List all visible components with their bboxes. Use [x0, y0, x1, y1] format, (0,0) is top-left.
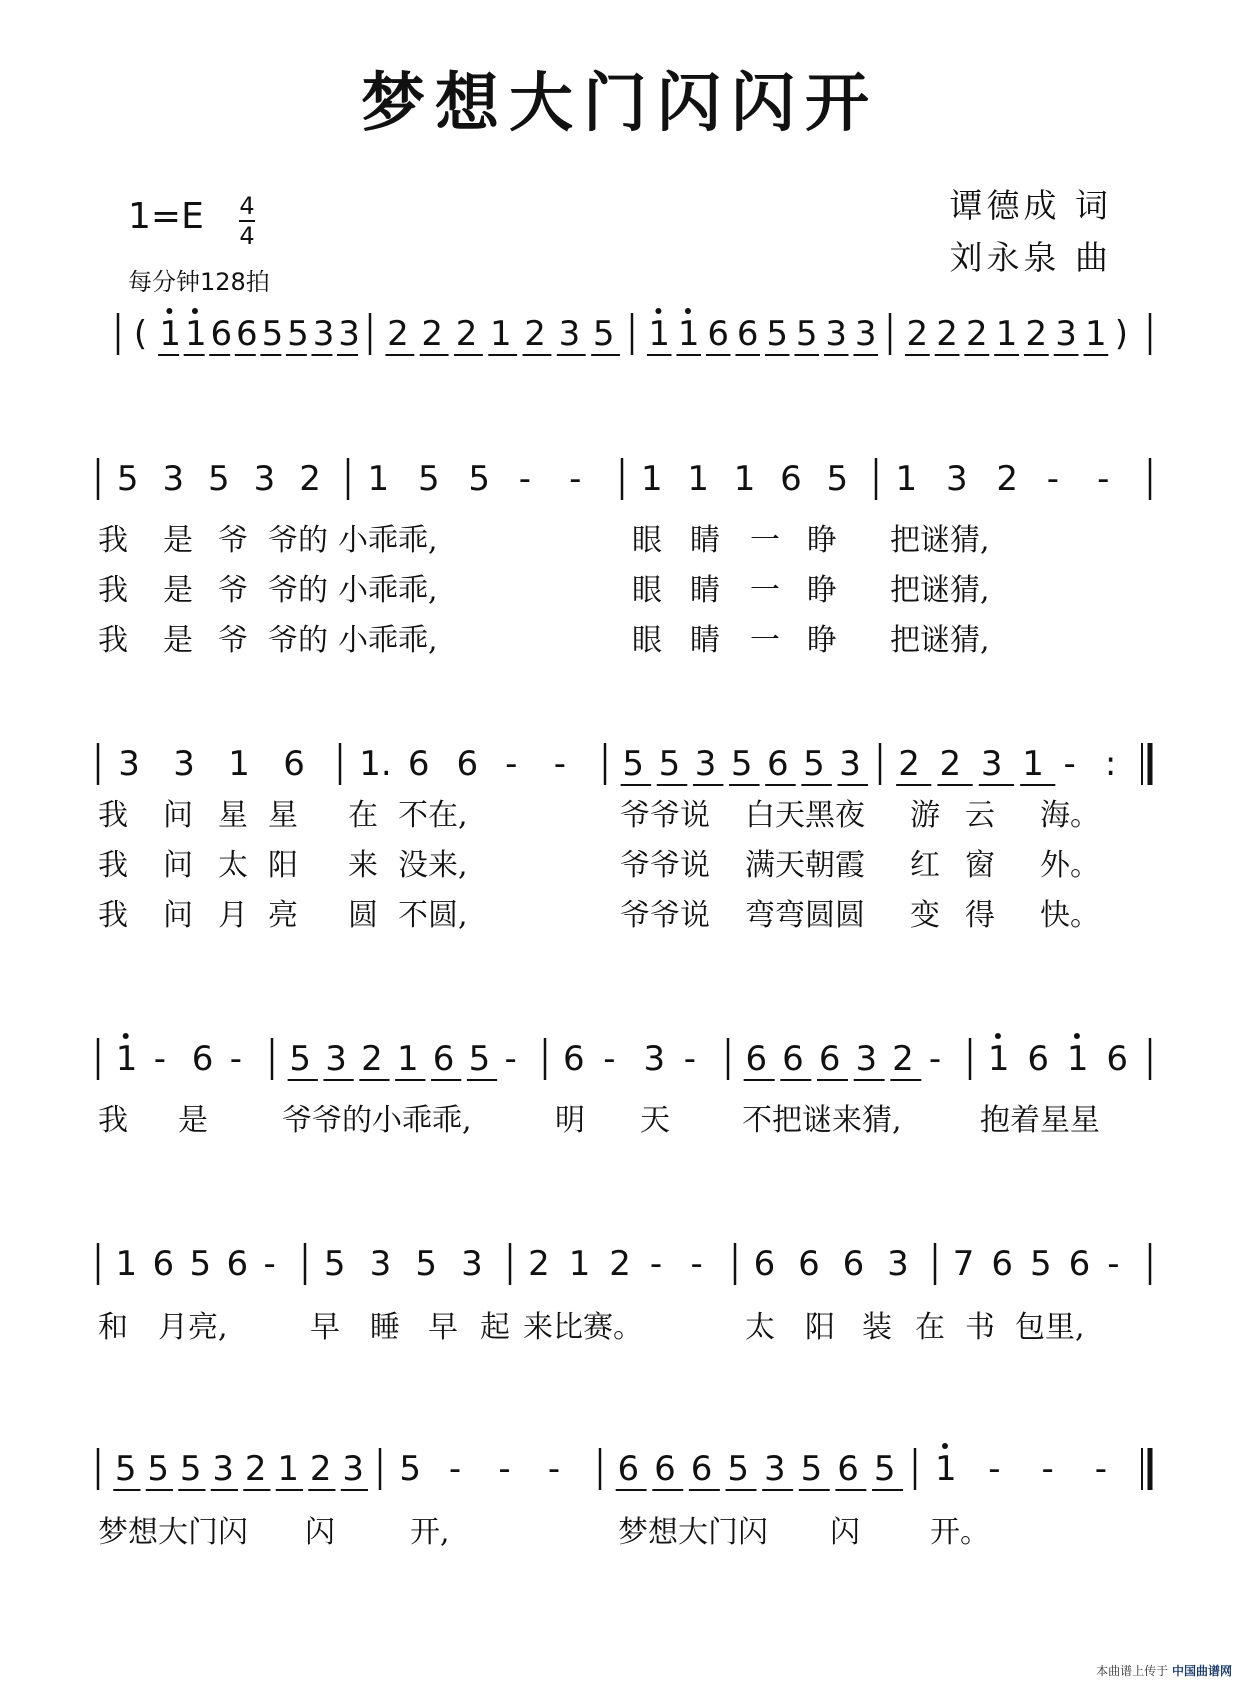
lyric-word: 起 [480, 1310, 510, 1345]
lyric-word: 阳 [805, 1310, 835, 1345]
measure [935, 1443, 1107, 1489]
note: - [1063, 744, 1076, 784]
lyric-word: 红 [910, 848, 940, 883]
lyric-word: 闪 [830, 1515, 860, 1550]
note: ( [133, 314, 148, 354]
lyric-word: 睛 [690, 573, 720, 608]
lyric-word: 白天黑夜 [745, 798, 865, 833]
measure [896, 744, 1116, 785]
note: - [504, 1039, 517, 1079]
note: 5 [622, 744, 645, 784]
lyric-word: 开, [410, 1515, 450, 1550]
measure [744, 1039, 941, 1080]
note: 1 [396, 1039, 419, 1079]
note: 5 [208, 459, 230, 499]
lyric-word: 外。 [1040, 848, 1100, 883]
note: 6 [1106, 1039, 1129, 1079]
note: 6 [152, 1244, 175, 1284]
lyric-word: 是 [163, 523, 193, 558]
note: 6 [707, 314, 730, 354]
note: - [518, 459, 532, 499]
note: 6 [210, 314, 233, 354]
note: - [498, 1449, 511, 1489]
score-line [98, 1443, 1150, 1550]
lyric-word: 弯弯圆圆 [745, 898, 865, 933]
lyric-word: 爷爷说 [620, 798, 710, 833]
high-octave-dot [655, 308, 661, 314]
high-octave-dot [166, 308, 172, 314]
measure [113, 1449, 368, 1490]
lyric-word: 天 [640, 1103, 670, 1138]
note: 2 [996, 459, 1019, 499]
note: : [1104, 744, 1117, 784]
note: 3 [173, 744, 195, 784]
note: 2 [524, 314, 546, 354]
measure [359, 744, 566, 784]
note: 6 [1027, 1039, 1050, 1079]
measure [896, 459, 1110, 499]
note: 6 [563, 1039, 585, 1079]
lyric-word: 我 [98, 573, 128, 608]
note: 3 [980, 744, 1003, 784]
score-line [98, 1033, 1150, 1138]
note: 3 [369, 1244, 392, 1284]
note: 1 [987, 1039, 1010, 1079]
note: 3 [338, 314, 360, 354]
note: 1 [687, 459, 710, 499]
lyric-word: 和 [98, 1310, 128, 1345]
note: - [448, 1449, 462, 1489]
lyric-word: 爷 [218, 523, 248, 558]
lyric-word: 海。 [1040, 798, 1100, 833]
lyric-word: 亮 [268, 898, 298, 933]
note: 6 [1068, 1244, 1091, 1284]
note: - [1041, 1449, 1054, 1489]
note: 1 [228, 744, 250, 784]
note: 6 [991, 1244, 1014, 1284]
measure [905, 314, 1128, 355]
note: 3 [694, 744, 717, 784]
high-octave-dot [995, 1033, 1001, 1039]
note: 2 [939, 744, 962, 784]
note: 2 [387, 314, 409, 354]
measure [134, 308, 360, 355]
note: 5 [114, 1449, 137, 1489]
lyric-word: 把谜猜, [890, 523, 990, 558]
score-line [98, 743, 1150, 933]
score-line [98, 458, 1150, 658]
score-line [118, 308, 1150, 355]
note: 5 [795, 314, 818, 354]
note: 5 [730, 744, 753, 784]
note: 5 [147, 1449, 170, 1489]
note: 3 [825, 314, 848, 354]
note: 6 [842, 1244, 865, 1284]
measure [616, 1449, 903, 1490]
note: 2 [898, 744, 920, 784]
lyric-word: 爷爷说 [620, 848, 710, 883]
lyric-word: 星 [218, 798, 248, 833]
note: - [263, 1244, 276, 1284]
lyric-word: 睁 [807, 623, 837, 658]
note: 5 [189, 1244, 212, 1284]
lyric-word: 小乖乖, [338, 523, 438, 558]
note: 1 [640, 459, 663, 499]
lyric-row [98, 798, 1100, 833]
lyric-word: 来比赛。 [523, 1310, 643, 1345]
note: 1 [648, 314, 671, 354]
note: - [553, 744, 566, 784]
note: - [683, 1039, 697, 1079]
note: 1 [367, 459, 390, 499]
lyric-word: 把谜猜, [890, 573, 990, 608]
lyric-word: 我 [98, 523, 128, 558]
note: 2 [421, 314, 444, 354]
note: 6 [798, 1244, 820, 1284]
note: 1 [995, 314, 1018, 354]
lyric-word: 一 [750, 623, 780, 658]
note: 6 [283, 744, 305, 784]
lyric-word: 书 [965, 1310, 995, 1345]
note: - [229, 1039, 242, 1079]
note: - [1107, 1244, 1120, 1284]
lyric-word: 睛 [690, 623, 720, 658]
lyric-word: 太 [218, 848, 248, 883]
note: 6 [766, 744, 789, 784]
note: 1 [1084, 314, 1107, 354]
note: - [1046, 459, 1060, 499]
note: 3 [763, 1449, 786, 1489]
note: 2 [892, 1039, 914, 1079]
lyric-word: 明 [555, 1103, 585, 1138]
lyric-word: 变 [910, 898, 940, 933]
note: - [569, 459, 582, 499]
measure [647, 308, 878, 355]
lyric-word: 问 [163, 848, 193, 883]
note: 6 [690, 1449, 713, 1489]
lyric-row [98, 573, 990, 608]
measure [116, 1033, 242, 1079]
note: 5 [803, 744, 825, 784]
lyric-row [98, 898, 1100, 933]
measure [641, 459, 848, 499]
note: 5 [323, 1244, 346, 1284]
lyric-row [98, 623, 990, 658]
lyric-word: 云 [965, 798, 995, 833]
note: 5 [592, 314, 615, 354]
measure [288, 1039, 517, 1080]
note: 5 [415, 1244, 438, 1284]
note: - [505, 744, 518, 784]
lyric-row [98, 848, 1100, 883]
lyric-word: 圆 [348, 898, 378, 933]
score-line [98, 1243, 1150, 1345]
note: 1. [359, 744, 392, 784]
note: 5 [658, 744, 681, 784]
note: 3 [212, 1449, 235, 1489]
key-signature: 1=E [128, 196, 204, 237]
note: 2 [299, 459, 321, 499]
lyricist-credit: 谭德成 词 [949, 186, 1112, 225]
lyric-word: 我 [98, 1103, 128, 1138]
note: 5 [873, 1449, 896, 1489]
lyric-word: 我 [98, 848, 128, 883]
lyric-word: 把谜猜, [890, 623, 990, 658]
lyric-word: 爷 [218, 623, 248, 658]
lyric-word: 窗 [965, 848, 995, 883]
measure [563, 1039, 696, 1079]
note: - [1094, 1449, 1108, 1489]
note: 3 [855, 1039, 878, 1079]
lyric-row [98, 1310, 1085, 1345]
lyric-word: 不在, [398, 798, 468, 833]
lyric-word: 一 [750, 523, 780, 558]
lyric-word: 梦想大门闪 [98, 1515, 248, 1550]
note: 1 [1066, 1039, 1089, 1079]
lyric-word: 问 [163, 798, 193, 833]
note: 1 [115, 1244, 138, 1284]
note: 1 [568, 1244, 591, 1284]
note: ) [1114, 314, 1128, 354]
lyric-word: 阳 [268, 848, 298, 883]
note: 6 [837, 1449, 859, 1489]
lyric-word: 早 [310, 1310, 340, 1345]
lyric-word: 早 [428, 1310, 458, 1345]
measure [116, 1244, 276, 1284]
lyric-word: 没来, [398, 848, 468, 883]
note: 1 [277, 1449, 300, 1489]
note: 6 [191, 1039, 214, 1079]
note: - [690, 1244, 703, 1284]
note: 1 [1022, 744, 1044, 784]
note: 2 [609, 1244, 631, 1284]
note: 6 [617, 1449, 640, 1489]
note: 3 [253, 459, 276, 499]
note: 1 [115, 1039, 138, 1079]
note: 5 [179, 1449, 202, 1489]
lyric-word: 装 [862, 1310, 892, 1345]
note: - [988, 1449, 1001, 1489]
note: 2 [309, 1449, 332, 1489]
note: 2 [906, 314, 929, 354]
note: 5 [766, 314, 789, 354]
note: 1 [895, 459, 918, 499]
note: 3 [887, 1244, 909, 1284]
time-signature-bottom: 4 [239, 222, 255, 250]
footer-brand: 中国曲谱网 [1171, 1664, 1232, 1678]
measure [621, 744, 868, 785]
note: 7 [952, 1244, 975, 1284]
lyric-word: 满天朝霞 [745, 848, 865, 883]
note: 1 [184, 314, 207, 354]
lyric-word: 得 [965, 898, 995, 933]
note: 6 [782, 1039, 804, 1079]
lyric-word: 在 [348, 798, 378, 833]
note: - [1097, 459, 1110, 499]
lyric-word: 爷爷的小乖乖, [282, 1103, 472, 1138]
lyric-word: 是 [163, 623, 193, 658]
note: 3 [1055, 314, 1077, 354]
note: 5 [1029, 1244, 1052, 1284]
note: 2 [528, 1244, 550, 1284]
note: 3 [854, 314, 877, 354]
note: 6 [456, 744, 479, 784]
note: 5 [116, 459, 139, 499]
high-octave-dot [685, 308, 691, 314]
lyric-word: 太 [745, 1310, 775, 1345]
lyric-row [98, 1103, 1100, 1138]
lyric-word: 在 [915, 1310, 945, 1345]
note: 6 [753, 1244, 776, 1284]
note: 5 [800, 1449, 823, 1489]
lyric-word: 来 [348, 848, 378, 883]
lyric-word: 睡 [370, 1310, 400, 1345]
note: - [928, 1039, 942, 1079]
note: - [603, 1039, 616, 1079]
lyric-word: 爷的 [268, 523, 328, 558]
note: 1 [733, 459, 756, 499]
note: 5 [287, 314, 309, 354]
lyric-word: 游 [910, 798, 940, 833]
lyric-word: 爷 [218, 573, 248, 608]
lyric-word: 我 [98, 623, 128, 658]
note: 1 [677, 314, 700, 354]
high-octave-dot [942, 1443, 948, 1449]
lyric-word: 闪 [305, 1515, 335, 1550]
measure [528, 1244, 703, 1284]
note: 2 [936, 314, 958, 354]
note: 3 [118, 744, 140, 784]
note: 6 [236, 314, 258, 354]
note: 3 [342, 1449, 365, 1489]
note: - [153, 1039, 166, 1079]
tempo: 每分钟128拍 [128, 268, 270, 296]
lyric-word: 开。 [930, 1515, 990, 1550]
note: 6 [736, 314, 759, 354]
lyric-word: 眼 [632, 523, 662, 558]
high-octave-dot [123, 1033, 129, 1039]
lyric-word: 不圆, [398, 898, 468, 933]
lyric-word: 爷爷说 [620, 898, 710, 933]
note: 6 [818, 1039, 841, 1079]
lyric-word: 我 [98, 798, 128, 833]
measure [988, 1033, 1128, 1079]
song-title: 梦想大门闪闪开 [361, 66, 879, 141]
note: - [547, 1449, 561, 1489]
high-octave-dot [1074, 1033, 1080, 1039]
lyric-word: 小乖乖, [338, 573, 438, 608]
lyric-word: 星 [268, 798, 298, 833]
note: 1 [159, 314, 182, 354]
note: 2 [455, 314, 478, 354]
note: 3 [558, 314, 581, 354]
lyric-word: 月亮, [158, 1310, 228, 1345]
lyric-word: 我 [98, 898, 128, 933]
note: 3 [325, 1039, 347, 1079]
lyric-row [98, 523, 990, 558]
note: 6 [654, 1449, 676, 1489]
lyric-word: 抱着星星 [980, 1103, 1100, 1138]
footer-text: 本曲谱上传于 [1096, 1664, 1169, 1678]
note: 3 [461, 1244, 483, 1284]
note: 2 [361, 1039, 383, 1079]
lyric-word: 包里, [1015, 1310, 1085, 1345]
footer [1096, 1662, 1232, 1679]
lyric-word: 月 [218, 898, 248, 933]
lyric-word: 睁 [807, 523, 837, 558]
measure [385, 314, 620, 355]
high-octave-dot [192, 308, 198, 314]
measure [399, 1449, 560, 1489]
note: 6 [745, 1039, 768, 1079]
note: 6 [780, 459, 802, 499]
lyric-row [98, 1515, 990, 1550]
note: 2 [244, 1449, 267, 1489]
measure [324, 1244, 483, 1284]
note: 5 [289, 1039, 312, 1079]
note: 6 [432, 1039, 455, 1079]
measure [953, 1244, 1120, 1284]
note: 1 [934, 1449, 957, 1489]
note: 3 [162, 459, 185, 499]
note: 5 [468, 1039, 491, 1079]
lyric-word: 快。 [1040, 898, 1100, 933]
note: 1 [490, 314, 512, 354]
lyric-word: 眼 [632, 573, 662, 608]
composer-credit: 刘永泉 曲 [949, 238, 1112, 277]
lyric-word: 睛 [690, 523, 720, 558]
note: 3 [312, 314, 335, 354]
measure [118, 744, 305, 784]
lyric-word: 一 [750, 573, 780, 608]
time-signature-top: 4 [239, 192, 255, 220]
measure [754, 1244, 909, 1284]
note: 6 [407, 744, 430, 784]
note: 6 [226, 1244, 249, 1284]
measure [368, 459, 582, 499]
lyric-word: 问 [163, 898, 193, 933]
note: 3 [839, 744, 861, 784]
lyric-word: 睁 [807, 573, 837, 608]
lyric-word: 是 [163, 573, 193, 608]
note: 5 [826, 459, 849, 499]
lyric-word: 爷的 [268, 573, 328, 608]
note: 5 [468, 459, 491, 499]
lyric-word: 小乖乖, [338, 623, 438, 658]
note: 5 [727, 1449, 750, 1489]
note: 2 [965, 314, 988, 354]
note: 3 [945, 459, 968, 499]
note: 5 [399, 1449, 422, 1489]
lyric-word: 眼 [632, 623, 662, 658]
note: 3 [643, 1039, 666, 1079]
lyric-word: 爷的 [268, 623, 328, 658]
lyric-word: 是 [178, 1103, 208, 1138]
note: - [649, 1244, 663, 1284]
note: 2 [1025, 314, 1048, 354]
note: 5 [417, 459, 440, 499]
lyric-word: 不把谜来猜, [742, 1103, 902, 1138]
lyric-word: 梦想大门闪 [618, 1515, 768, 1550]
measure [117, 459, 321, 499]
note: 5 [261, 314, 284, 354]
